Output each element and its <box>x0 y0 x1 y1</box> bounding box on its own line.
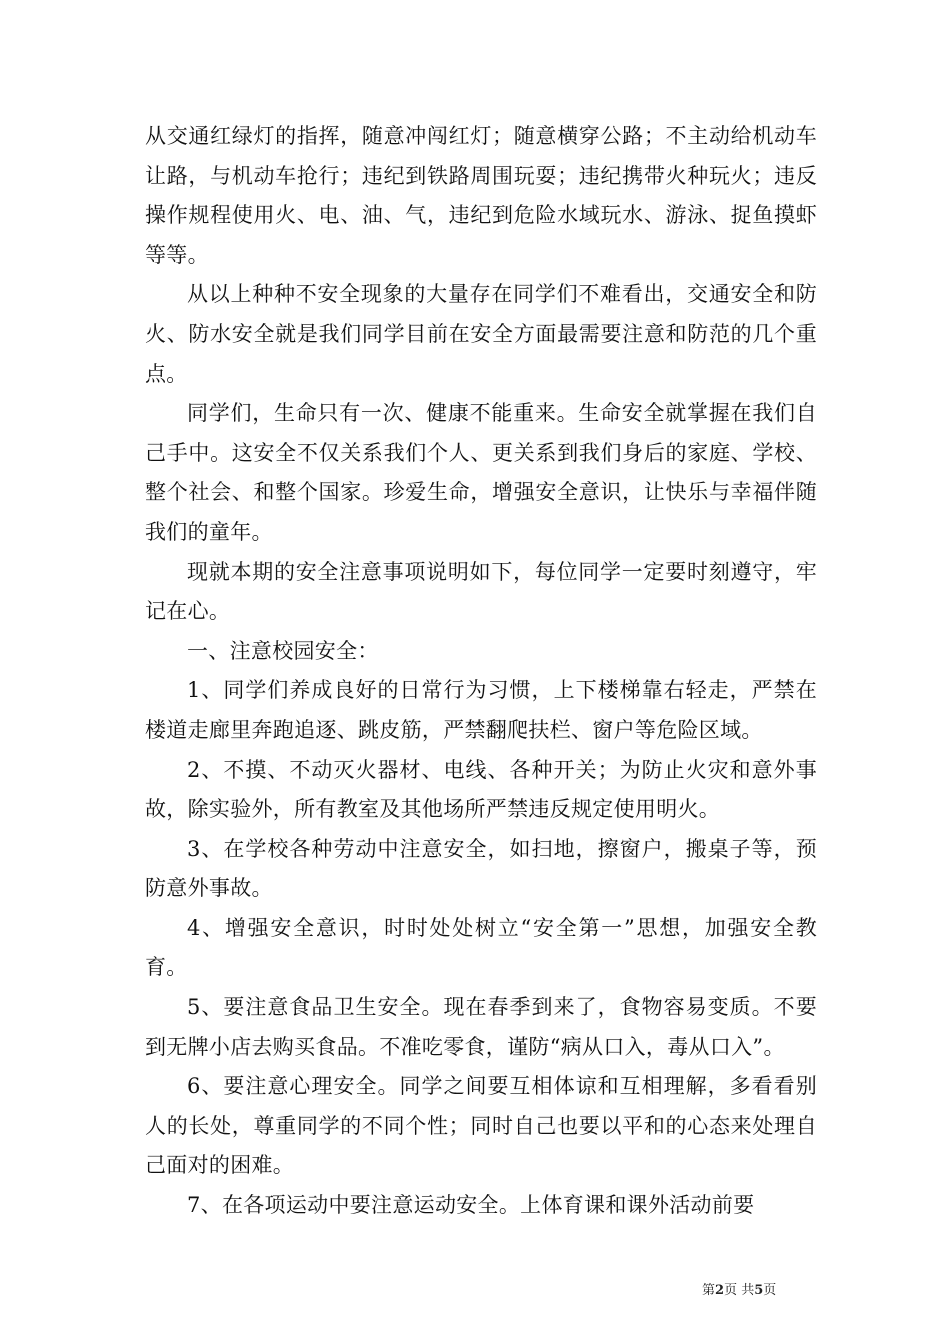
paragraph-4: 现就本期的安全注意事项说明如下，每位同学一定要时刻遵守，牢记在心。 <box>145 559 817 624</box>
footer-prefix: 第 <box>702 1283 716 1298</box>
footer-current-page: 2 <box>715 1283 725 1298</box>
paragraph-2: 从以上种种不安全现象的大量存在同学们不难看出，交通安全和防火、防水安全就是我们同学目前在安全方面最需要注意和防范的几个重点。 <box>145 282 817 386</box>
footer-total-pages: 5 <box>754 1283 764 1298</box>
document-body <box>145 117 817 1226</box>
section-heading-campus-safety: 一、注意校园安全： <box>187 638 379 663</box>
list-item-7: 7、在各项运动中要注意运动安全。上体育课和课外活动前要 <box>187 1193 755 1218</box>
footer-middle: 页 共 <box>724 1283 755 1298</box>
paragraph-1: 从交通红绿灯的指挥，随意冲闯红灯；随意横穿公路；不主动给机动车让路，与机动车抢行；违纪到铁路周围玩耍；违纪携带火种玩火；违反操作规程使用火、电、油、气，违纪到危险水域玩水、游泳、捉鱼摸虾等等。 <box>145 124 817 267</box>
list-item-6: 6、要注意心理安全。同学之间要互相体谅和互相理解，多看看别人的长处，尊重同学的不同个性；同时自己也要以平和的心态来处理自己面对的困难。 <box>145 1074 817 1178</box>
list-item-2: 2、不摸、不动灭火器材、电线、各种开关；为防止火灾和意外事故，除实验外，所有教室及其他场所严禁违反规定使用明火。 <box>145 757 817 822</box>
paragraph-3: 同学们，生命只有一次、健康不能重来。生命安全就掌握在我们自己手中。这安全不仅关系我们个人、更关系到我们身后的家庭、学校、整个社会、和整个国家。珍爱生命，增强安全意识，让快乐与幸福伴随我们的童年。 <box>145 401 817 544</box>
list-item-3: 3、在学校各种劳动中注意安全，如扫地，擦窗户，搬桌子等，预防意外事故。 <box>145 836 817 901</box>
footer-suffix: 页 <box>763 1283 777 1298</box>
list-item-4: 4、增强安全意识，时时处处树立“安全第一”思想，加强安全教育。 <box>145 915 817 980</box>
page-footer <box>702 1283 776 1299</box>
list-item-1: 1、同学们养成良好的日常行为习惯，上下楼梯靠右轻走，严禁在楼道走廊里奔跑追逐、跳皮筋，严禁翻爬扶栏、窗户等危险区域。 <box>145 678 817 742</box>
list-item-5: 5、要注意食品卫生安全。现在春季到来了，食物容易变质。不要到无牌小店去购买食品。不准吃零食，谨防“病从口入，毒从口入”。 <box>145 995 817 1059</box>
